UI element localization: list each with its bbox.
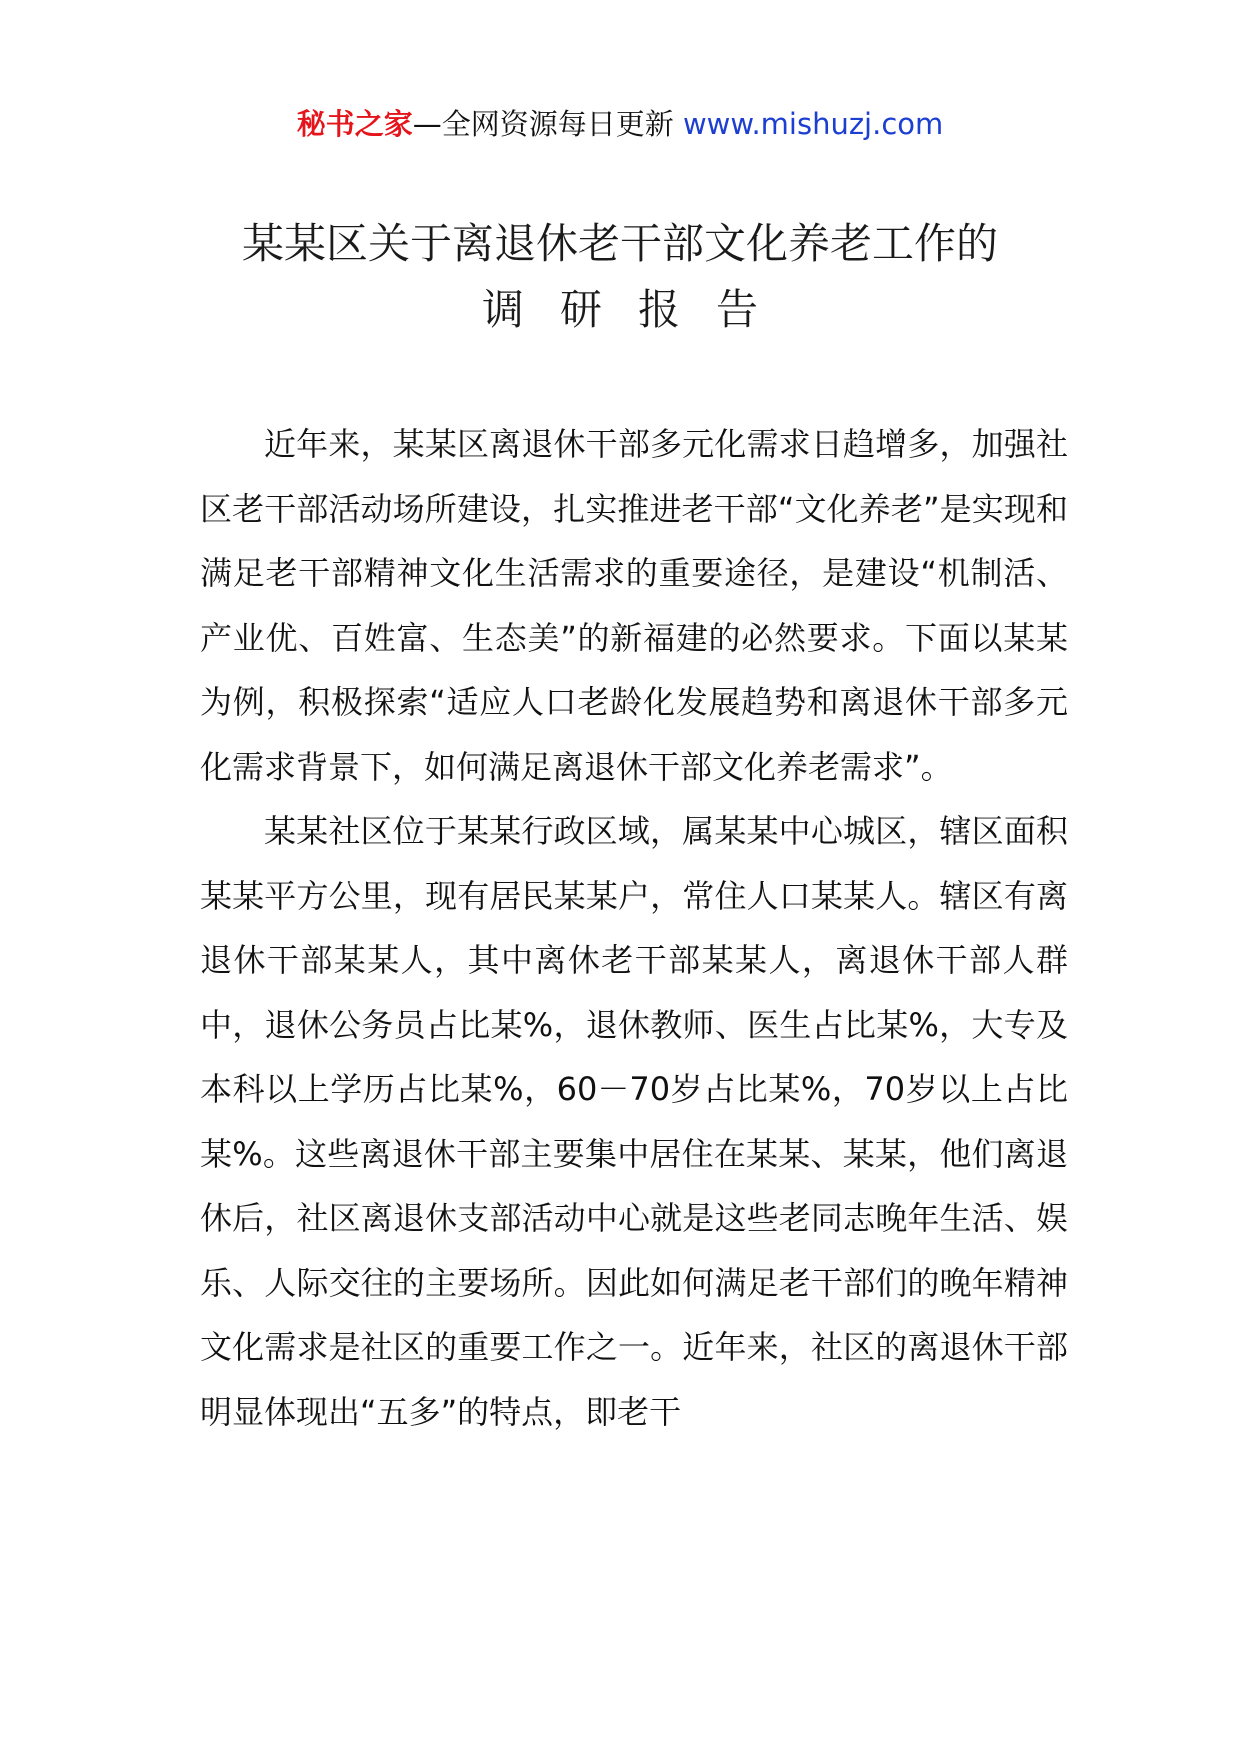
document-title: 某某区关于离退休老干部文化养老工作的	[241, 219, 998, 268]
site-url-link[interactable]: www.mishuzj.com	[682, 107, 944, 141]
body-paragraph-2: 某某社区位于某某行政区域，属某某中心城区，辖区面积某某平方公里，现有居民某某户，常住人口某某人。辖区有离退休干部某某人，其中离休老干部某某人，离退休干部人群中，退休公务员占比某%，退休教师、医生占比某%，大专及本科以上学历占比某%，60－70岁占比某%，70岁以上占比某%。这些离退休干部主要集中居住在某某、某某，他们离退休后，社区离退休支部活动中心就是这些老同志晚年生活、娱乐、人际交往的主要场所。因此如何满足老干部们的晚年精神文化需求是社区的重要工作之一。近年来，社区的离退休干部明显体现出“五多”的特点，即老干	[200, 812, 1068, 1431]
document-body	[200, 412, 1068, 1444]
site-tagline: —全网资源每日更新	[412, 107, 683, 141]
site-header	[0, 104, 1240, 144]
document-subtitle: 调研报告	[481, 285, 794, 334]
body-paragraph-1: 近年来，某某区离退休干部多元化需求日趋增多，加强社区老干部活动场所建设，扎实推进老干部“文化养老”是实现和满足老干部精神文化生活需求的重要途径，是建设“机制活、产业优、百姓富、生态美”的新福建的必然要求。下面以某某为例，积极探索“适应人口老龄化发展趋势和离退休干部多元化需求背景下，如何满足离退休干部文化养老需求”。	[200, 425, 1068, 786]
site-brand: 秘书之家	[296, 107, 413, 141]
